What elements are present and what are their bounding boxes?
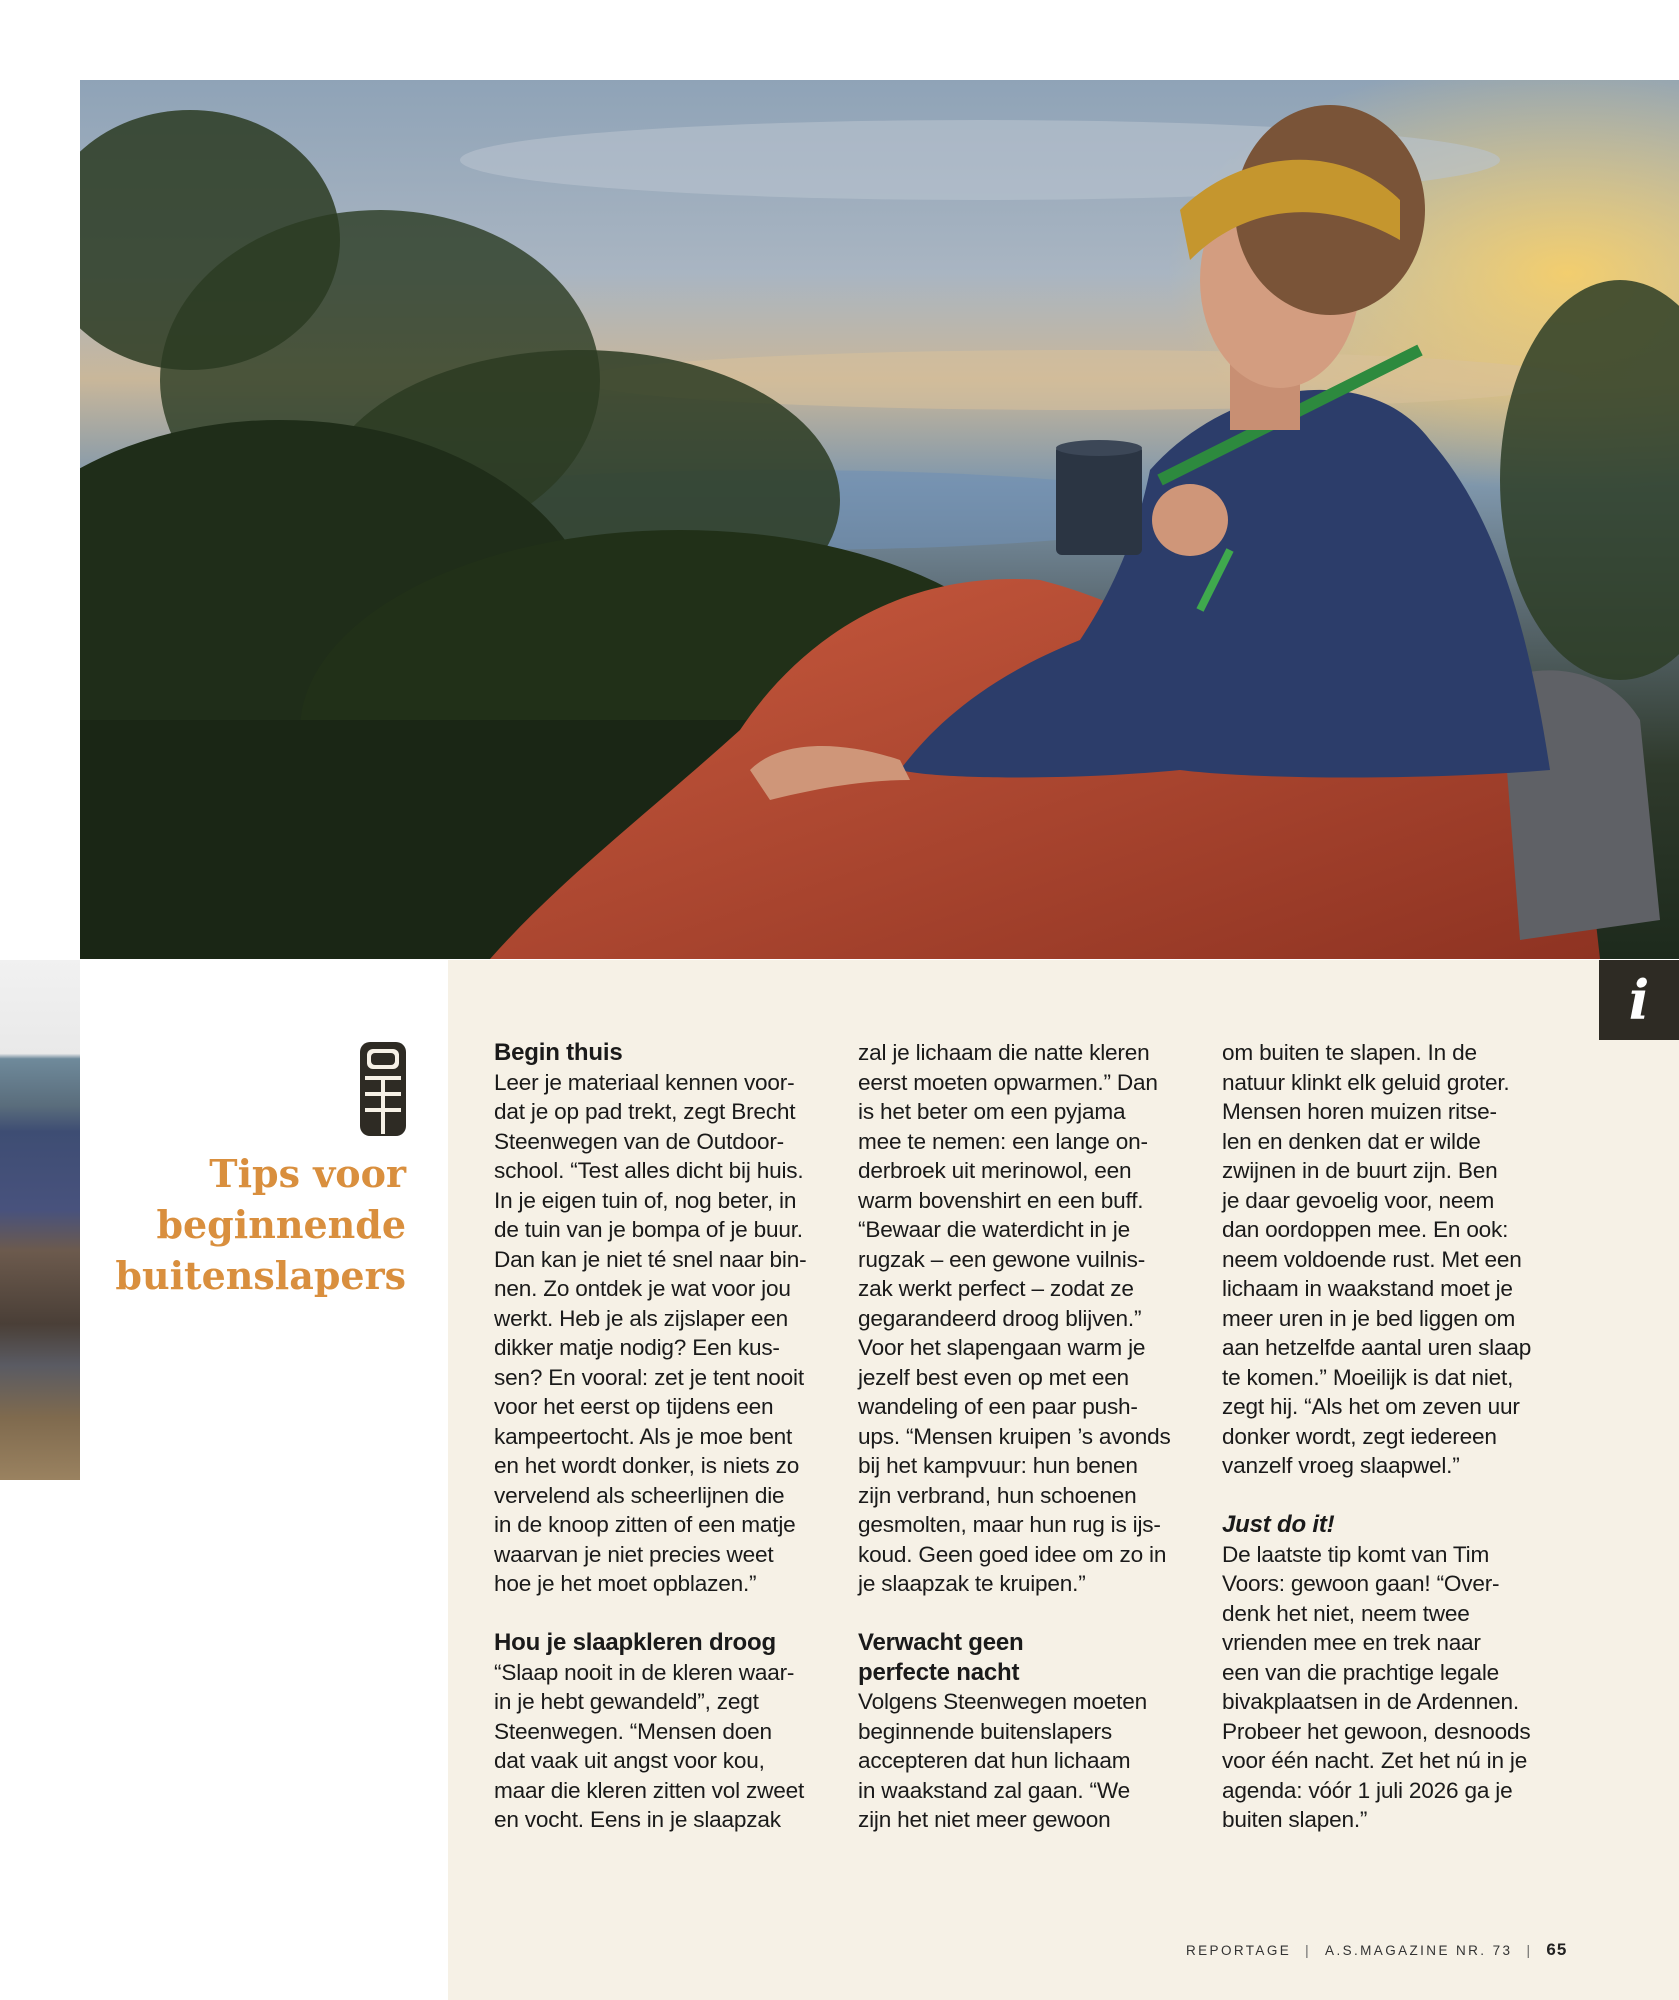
title-line: buitenslapers (115, 1253, 406, 1298)
text-line: Mensen horen muizen ritse- (1222, 1099, 1497, 1124)
text-column-2 (858, 1038, 1198, 1835)
text-line: waarvan je niet precies weet (494, 1541, 774, 1567)
text-line: beginnende buitenslapers (858, 1718, 1112, 1744)
text-line: een van die prachtige legale (1222, 1659, 1500, 1685)
footer-separator: | (1305, 1942, 1312, 1958)
text-line: kampeertocht. Als je moe bent (494, 1423, 793, 1449)
text-line: len en denken dat er wilde (1222, 1128, 1481, 1154)
mug-rim (1056, 440, 1142, 456)
text-line: hoe je het moet opblazen.” (494, 1571, 757, 1596)
text-line: bij het kampvuur: hun benen (858, 1453, 1138, 1478)
footer-magazine: A.S.MAGAZINE NR. 73 (1325, 1942, 1513, 1958)
person-hand (1152, 484, 1228, 556)
text-line: denk het niet, neem twee (1222, 1600, 1470, 1626)
text-line: vrienden mee en trek naar (1222, 1630, 1481, 1655)
text-line: te komen.” Moeilijk is dat niet, (1222, 1364, 1514, 1390)
text-line: school. “Test alles dicht bij huis. (494, 1158, 804, 1183)
text-line: voor het eerst op tijdens een (494, 1394, 774, 1419)
paragraph (858, 1687, 1198, 1835)
text-line: “Slaap nooit in de kleren waar- (494, 1659, 795, 1685)
text-column-1 (494, 1038, 834, 1835)
text-line: bivakplaatsen in de Ardennen. (1222, 1689, 1519, 1714)
sidebar-title (106, 1148, 406, 1301)
text-line: zegt hij. “Als het om zeven uur (1222, 1394, 1520, 1419)
text-line: vanzelf vroeg slaapwel.” (1222, 1453, 1460, 1478)
text-column-3 (1222, 1038, 1562, 1835)
text-line: dikker matje nodig? Een kus- (494, 1335, 780, 1360)
text-line: natuur klinkt elk geluid groter. (1222, 1069, 1510, 1095)
text-line: derbroek uit merinowol, een (858, 1158, 1132, 1183)
title-line: Tips voor (209, 1151, 406, 1196)
text-line: zal je lichaam die natte kleren (858, 1040, 1150, 1065)
text-line: warm bovenshirt en een buff. (858, 1187, 1144, 1213)
text-line: Steenwegen van de Outdoor- (494, 1128, 784, 1154)
text-line: zijn verbrand, hun schoenen (858, 1482, 1137, 1508)
text-line: Probeer het gewoon, desnoods (1222, 1718, 1531, 1744)
text-line: in je hebt gewandeld”, zegt (494, 1689, 759, 1714)
text-line: buiten slapen.” (1222, 1807, 1368, 1832)
hero-illustration (80, 80, 1679, 959)
mug (1056, 445, 1142, 555)
text-line: en vocht. Eens in je slaapzak (494, 1807, 781, 1832)
text-line: in de knoop zitten of een matje (494, 1512, 796, 1537)
text-line: Leer je materiaal kennen voor- (494, 1069, 795, 1095)
text-line: accepteren dat hun lichaam (858, 1748, 1131, 1773)
text-line: je daar gevoelig voor, neem (1222, 1187, 1495, 1213)
text-line: jezelf best even op met een (858, 1364, 1129, 1390)
paragraph (1222, 1038, 1562, 1481)
text-line: gegarandeerd droog blijven.” (858, 1305, 1142, 1331)
text-line: zijn het niet meer gewoon (858, 1807, 1111, 1832)
paragraph (858, 1038, 1198, 1599)
text-line: in waakstand zal gaan. “We (858, 1777, 1130, 1803)
text-line: “Bewaar die waterdicht in je (858, 1217, 1130, 1242)
paragraph (1222, 1540, 1562, 1835)
text-line: werkt. Heb je als zijslaper een (494, 1305, 788, 1331)
text-line: neem voldoende rust. Met een (1222, 1246, 1522, 1272)
hero-photo (80, 80, 1679, 959)
text-line: lichaam in waakstand moet je (1222, 1276, 1513, 1301)
previous-photo-strip (0, 960, 80, 1480)
text-line: De laatste tip komt van Tim (1222, 1541, 1490, 1567)
text-line: is het beter om een pyjama (858, 1099, 1126, 1124)
text-line: dat je op pad trekt, zegt Brecht (494, 1099, 796, 1124)
page-footer (1186, 1938, 1566, 1962)
text-line: Dan kan je niet té snel naar bin- (494, 1246, 807, 1272)
info-badge (1599, 960, 1679, 1040)
text-line: zak werkt perfect – zodat ze (858, 1276, 1134, 1301)
text-line: ups. “Mensen kruipen ’s avonds (858, 1423, 1171, 1449)
text-line: voor één nacht. Zet het nú in je (1222, 1748, 1528, 1773)
footer-section: REPORTAGE (1186, 1942, 1292, 1958)
paragraph (494, 1068, 834, 1599)
text-line: maar die kleren zitten vol zweet (494, 1777, 805, 1803)
footer-separator: | (1526, 1942, 1533, 1958)
sleeping-bag-icon (358, 1040, 408, 1138)
text-line: meer uren in je bed liggen om (1222, 1305, 1516, 1331)
text-line: je slaapzak te kruipen.” (858, 1571, 1086, 1596)
text-line: de tuin van je bompa of je buur. (494, 1217, 803, 1242)
info-icon: i (1628, 968, 1650, 1032)
text-line: agenda: vóór 1 juli 2026 ga je (1222, 1777, 1513, 1803)
text-line: gesmolten, maar hun rug is ijs- (858, 1512, 1161, 1537)
text-line: rugzak – een gewone vuilnis- (858, 1246, 1146, 1272)
title-line: beginnende (156, 1202, 406, 1247)
section-heading: perfecte nacht (858, 1658, 1020, 1686)
text-line: nen. Zo ontdek je wat voor jou (494, 1276, 791, 1301)
section-heading: Verwacht geen (858, 1629, 1024, 1656)
section-heading: Hou je slaapkleren droog (494, 1629, 776, 1656)
text-line: mee te nemen: een lange on- (858, 1128, 1148, 1154)
text-line: Volgens Steenwegen moeten (858, 1689, 1147, 1714)
text-line: aan hetzelfde aantal uren slaap (1222, 1335, 1532, 1360)
text-line: wandeling of een paar push- (858, 1394, 1138, 1419)
text-line: eerst moeten opwarmen.” Dan (858, 1069, 1158, 1095)
section-heading: Just do it! (1222, 1511, 1335, 1538)
text-line: om buiten te slapen. In de (1222, 1040, 1477, 1065)
text-line: In je eigen tuin of, nog beter, in (494, 1187, 797, 1213)
page-number: 65 (1546, 1940, 1568, 1959)
text-line: donker wordt, zegt iedereen (1222, 1423, 1497, 1449)
text-line: sen? En vooral: zet je tent nooit (494, 1364, 804, 1390)
section-heading: Begin thuis (494, 1039, 623, 1066)
text-line: dan oordoppen mee. En ook: (1222, 1217, 1509, 1242)
paragraph (494, 1658, 834, 1835)
text-line: Voor het slapengaan warm je (858, 1335, 1146, 1360)
text-line: dat vaak uit angst voor kou, (494, 1748, 765, 1773)
text-line: vervelend als scheerlijnen die (494, 1482, 785, 1508)
text-line: en het wordt donker, is niets zo (494, 1453, 800, 1478)
text-line: Steenwegen. “Mensen doen (494, 1718, 772, 1744)
text-line: Voors: gewoon gaan! “Over- (1222, 1571, 1500, 1596)
text-line: zwijnen in de buurt zijn. Ben (1222, 1158, 1498, 1183)
text-line: koud. Geen goed idee om zo in (858, 1541, 1167, 1567)
